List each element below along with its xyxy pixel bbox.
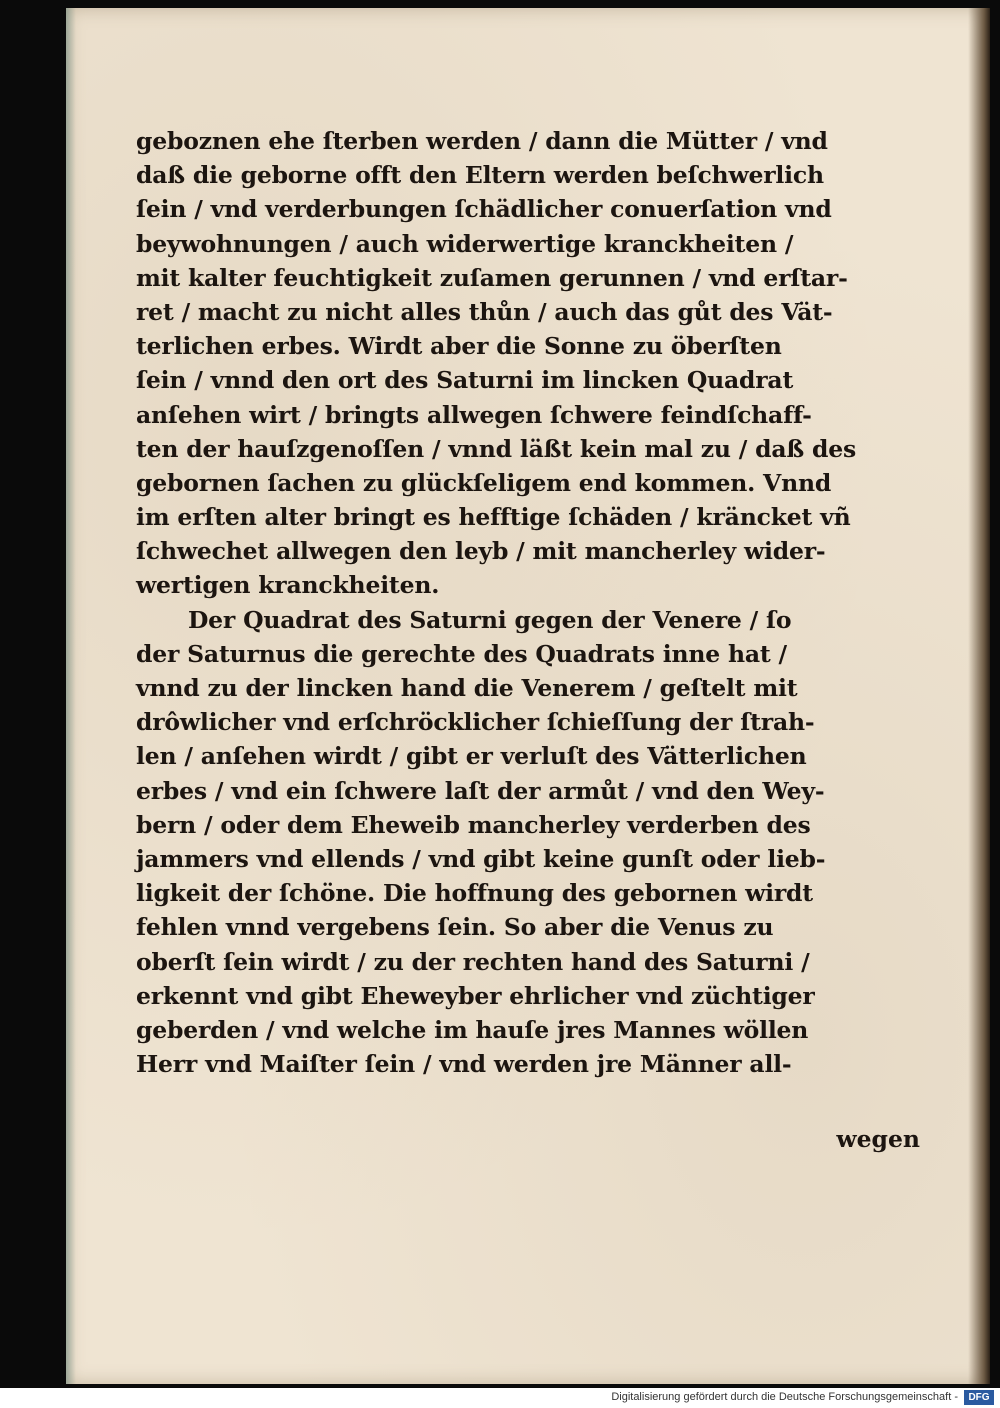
text-line: ret / macht zu nicht alles thůn / auch das gůt des Vät- <box>136 297 833 326</box>
footer-bar <box>0 1388 1000 1408</box>
funding-credit: Digitalisierung gefördert durch die Deutsche Forschungsgemeinschaft - <box>611 1391 958 1403</box>
text-line: oberſt ſein wirdt / zu der rechten hand des Saturni / <box>136 947 810 976</box>
text-line: der Saturnus die gerechte des Quadrats inne hat / <box>136 639 787 668</box>
paragraph-start-line: Der Quadrat des Saturni gegen der Venere / ſo <box>188 605 792 634</box>
text-line: im erſten alter bringt es hefftige ſchäden / kräncket vñ <box>136 503 851 532</box>
text-line: gebornen ſachen zu glückſeligem end kommen. Vnnd <box>136 468 832 497</box>
text-line: daß die geborne offt den Eltern werden beſchwerlich <box>136 161 824 190</box>
text-line: ſchwechet allwegen den leyb / mit mancherley wider- <box>136 537 826 566</box>
text-line: geberden / vnd welche im hauſe jres Mannes wöllen <box>136 1015 809 1044</box>
catchword: wegen <box>836 1125 920 1153</box>
page-edge-left <box>66 8 76 1384</box>
text-line: beywohnungen / auch widerwertige kranckheiten / <box>136 229 794 258</box>
text-line: drôwlicher vnd erſchröcklicher ſchieſſung der ſtrah- <box>136 708 815 737</box>
text-line: mit kalter feuchtigkeit zuſamen gerunnen / vnd erſtar- <box>136 263 848 292</box>
text-line: erbes / vnd ein ſchwere laſt der armůt / vnd den Wey- <box>136 776 825 805</box>
text-line: erkennt vnd gibt Eheweyber ehrlicher vnd züchtiger <box>136 981 815 1010</box>
page-edge-right <box>968 8 990 1384</box>
text-line: anſehen wirt / bringts allwegen ſchwere feindſchaff- <box>136 400 812 429</box>
text-line: bern / oder dem Eheweib mancherley verderben des <box>136 810 811 839</box>
text-line: terlichen erbes. Wirdt aber die Sonne zu öberſten <box>136 332 782 361</box>
text-line: Herr vnd Maiſter ſein / vnd werden jre Männer all- <box>136 1050 792 1079</box>
text-line: ligkeit der ſchöne. Die hoffnung des gebornen wirdt <box>136 879 813 908</box>
text-line: vnnd zu der lincken hand die Venerem / geſtelt mit <box>136 674 798 702</box>
text-line: fehlen vnnd vergebens ſein. So aber die Venus zu <box>136 913 774 942</box>
text-line: jammers vnd ellends / vnd gibt keine gunſt oder lieb- <box>136 844 826 873</box>
body-text <box>136 124 926 1081</box>
text-line: ſein / vnd verderbungen ſchädlicher conuerſation vnd <box>136 195 832 224</box>
dfg-logo-icon: DFG <box>964 1390 994 1405</box>
text-line: ten der hauſzgenoſſen / vnnd läßt kein mal zu / daß des <box>136 434 857 463</box>
text-line: ſein / vnnd den ort des Saturni im lincken Quadrat <box>136 366 794 395</box>
text-line: wertigen kranckheiten. <box>136 571 440 600</box>
text-line: len / anſehen wirdt / gibt er verluſt des Vätterlichen <box>136 742 807 771</box>
text-line: geboznen ehe ſterben werden / dann die Mütter / vnd <box>136 127 828 155</box>
